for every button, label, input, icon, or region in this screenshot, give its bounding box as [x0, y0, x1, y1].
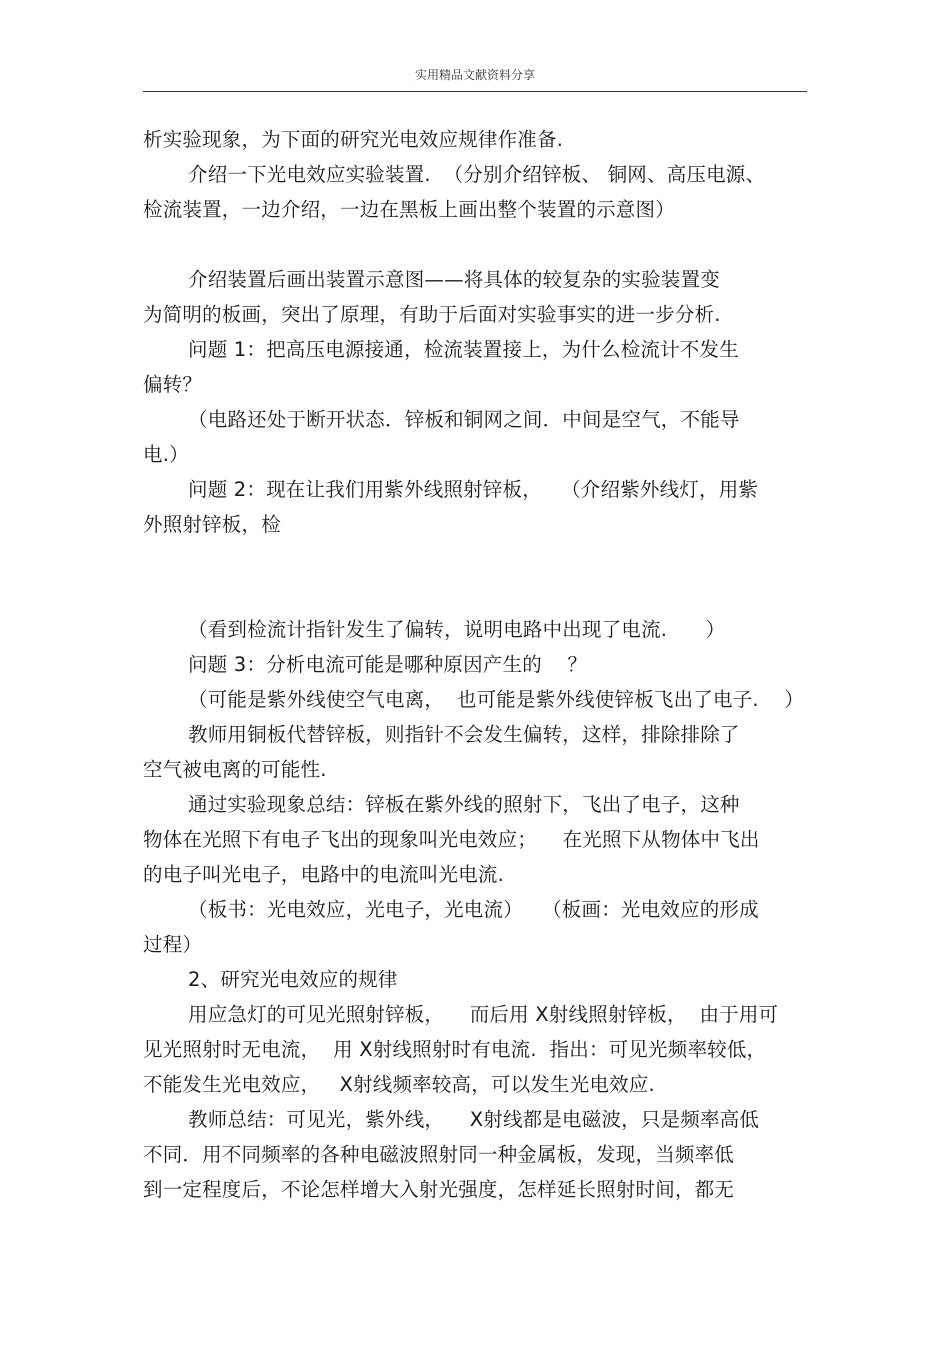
text-line: 为简明的板画，突出了原理，有助于后面对实验事实的进一步分析.: [143, 303, 721, 326]
text-line: 物体在光照下有电子飞出的现象叫光电效应； 在光照下从物体中飞出: [143, 828, 760, 851]
text-line: 问题 1：把高压电源接通，检流装置接上，为什么检流计不发生: [188, 338, 739, 361]
text-line: 不能发生光电效应， X射线频率较高，可以发生光电效应.: [143, 1073, 655, 1096]
page-header: 实用精品文献资料分享: [414, 68, 535, 82]
text-line: 的电子叫光电子，电路中的电流叫光电流.: [143, 863, 504, 886]
text-line: 过程）: [143, 933, 203, 956]
text-line: 检流装置，一边介绍，一边在黑板上画出整个装置的示意图）: [143, 198, 675, 221]
text-line: （板书：光电效应，光电子，光电流） （板画：光电效应的形成: [188, 898, 759, 921]
text-line: 电.）: [143, 443, 189, 466]
text-line: 问题 2：现在让我们用紫外线照射锌板， （介绍紫外线灯，用紫: [188, 478, 759, 501]
text-line: 介绍一下光电效应实验装置. （分别介绍锌板、 铜网、高压电源、: [188, 163, 766, 186]
text-line: 不同．用不同频率的各种电磁波照射同一种金属板，发现，当频率低: [143, 1143, 735, 1166]
text-line: 介绍装置后画出装置示意图——将具体的较复杂的实验装置变: [188, 268, 720, 291]
text-line: 教师总结：可见光，紫外线， X射线都是电磁波，只是频率高低: [188, 1108, 760, 1131]
header-divider: [143, 91, 807, 92]
text-line: （可能是紫外线使空气电离， 也可能是紫外线使锌板飞出了电子. ）: [188, 688, 805, 711]
text-line: 空气被电离的可能性.: [143, 758, 327, 781]
text-line: （电路还处于断开状态．锌板和铜网之间．中间是空气，不能导: [188, 408, 740, 431]
text-line: 见光照射时无电流， 用 X射线照射时有电流. 指出：可见光频率较低，: [143, 1038, 767, 1061]
text-line: 用应急灯的可见光照射锌板， 而后用 X射线照射锌板， 由于用可: [188, 1003, 779, 1026]
text-line: 通过实验现象总结：锌板在紫外线的照射下，飞出了电子，这种: [188, 793, 740, 816]
text-line: 外照射锌板，检: [143, 513, 281, 536]
text-line: 教师用铜板代替锌板，则指针不会发生偏转，这样，排除排除了: [188, 723, 740, 746]
text-line: 析实验现象，为下面的研究光电效应规律作准备.: [143, 128, 564, 151]
text-line: 偏转？: [143, 373, 203, 396]
text-line: 到一定程度后，不论怎样增大入射光强度，怎样延长照射时间，都无: [143, 1178, 735, 1201]
text-line: 问题 3：分析电流可能是哪种原因产生的 ？: [188, 653, 588, 676]
text-line: （看到检流计指针发生了偏转，说明电路中出现了电流. ）: [188, 618, 726, 641]
text-line: 2、研究光电效应的规律: [188, 968, 398, 991]
